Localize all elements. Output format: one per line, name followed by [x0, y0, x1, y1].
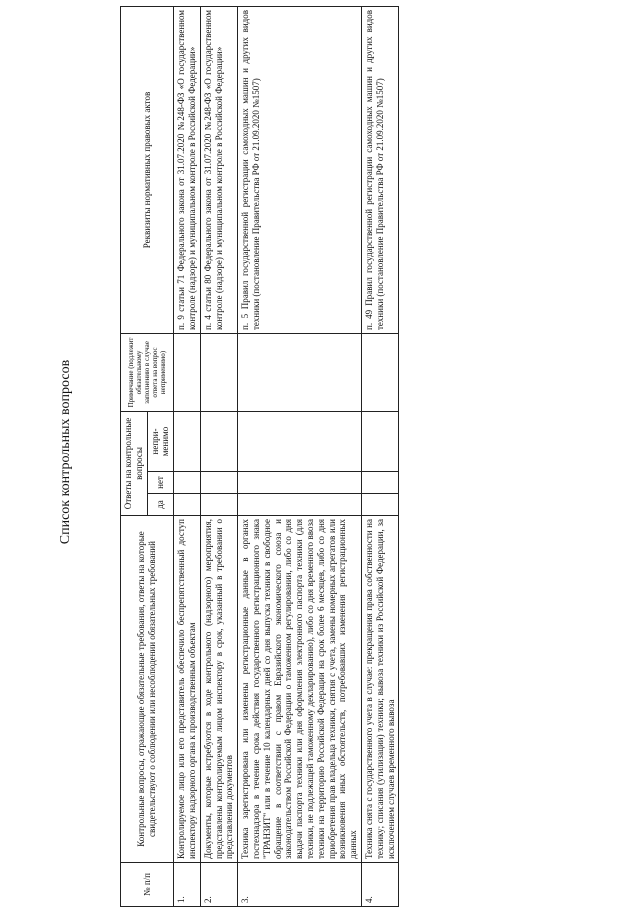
row-number: 3. [238, 863, 362, 907]
header-question: Контрольные вопросы, отражающие обязательные требования, ответы на которые свидетельствуют о соблюдении или несоблюдении обязательных требований [121, 516, 174, 863]
note-cell[interactable] [174, 334, 201, 412]
row-number: 1. [174, 863, 201, 907]
row-requisites: п. 49 Правил государственной регистрации самоходных машин и других видов техники (постановление Правительства РФ от 21.09.2020 №1507) [361, 7, 398, 334]
note-cell[interactable] [200, 334, 237, 412]
answer-na-cell[interactable] [174, 412, 201, 472]
answer-yes-cell[interactable] [200, 494, 237, 516]
table-row [174, 7, 201, 907]
table-row [361, 7, 398, 907]
header-no: нет [147, 472, 174, 494]
row-question: Техника зарегистрирована или изменены регистрационные данные в органах гостехнадзора в течение срока действия государственного регистрационного знака "ТРАНЗИТ" или в течение 10 календарных дней со дня выпуска техники в свободное обращение в соответствии с правом Евразийского экономического союза и законодательством Российской Федерации о таможенном регулировании, либо со дня выдачи паспорта техники или дня оформления электронного паспорта техники (для техники, не подлежащей таможенному декларированию), либо со дня временного ввоза техники на территорию Российской Федерации на срок более 6 месяцев, либо со дня приобретения прав владельца техники, снятия с учета, замены номерных агрегатов или возникновения иных обстоятельств, потребовавших изменения регистрационных данных [238, 516, 362, 863]
answer-yes-cell[interactable] [174, 494, 201, 516]
rotated-checklist [120, 7, 550, 907]
answer-yes-cell[interactable] [361, 494, 398, 516]
answer-no-cell[interactable] [200, 472, 237, 494]
answer-yes-cell[interactable] [238, 494, 362, 516]
row-requisites: п. 9 статьи 71 Федерального закона от 31.07.2020 №248-ФЗ «О государственном контроле (надзоре) и муниципальном контроле в Российской Федерации» [174, 7, 201, 334]
header-requisites: Реквизиты нормативных правовых актов [121, 7, 174, 334]
answer-no-cell[interactable] [361, 472, 398, 494]
document-title: Список контрольных вопросов [58, 359, 73, 545]
header-answers: Ответы на контрольные вопросы [121, 412, 148, 516]
answer-na-cell[interactable] [238, 412, 362, 472]
row-question: Документы, которые истребуются в ходе контрольного (надзорного) мероприятия, представлены контролируемым лицом инспектору в срок, указанный в требовании о представлении документов [200, 516, 237, 863]
row-question: Контролируемое лицо или его представитель обеспечило беспрепятственный доступ инспектору надзорного органа к производственным объектам [174, 516, 201, 863]
answer-na-cell[interactable] [361, 412, 398, 472]
row-requisites: п. 5 Правил государственной регистрации самоходных машин и других видов техники (постановление Правительства РФ от 21.09.2020 №1507) [238, 7, 362, 334]
header-not-applicable: непри- менимо [147, 412, 174, 472]
row-number: 4. [361, 863, 398, 907]
row-requisites: п. 4 статьи 80 Федерального закона от 31.07.2020 №248-ФЗ «О государственном контроле (надзоре) и муниципальном контроле в Российской Федерации» [200, 7, 237, 334]
header-yes: да [147, 494, 174, 516]
row-question: Техника снята с государственного учета в случае: прекращения права собственности на технику; списания (утилизации) техники; вывоза техники из Российской Федерации, за исключением случаев временного вывоза [361, 516, 398, 863]
table-row [200, 7, 237, 907]
row-number: 2. [200, 863, 237, 907]
header-number: № п/п [121, 863, 174, 907]
table-row [238, 7, 362, 907]
answer-na-cell[interactable] [200, 412, 237, 472]
checklist-table [120, 6, 399, 907]
answer-no-cell[interactable] [174, 472, 201, 494]
header-note: Примечание (подлежит обязательному заполнению в случае ответа на вопрос неприменимо) [121, 334, 174, 412]
answer-no-cell[interactable] [238, 472, 362, 494]
note-cell[interactable] [361, 334, 398, 412]
note-cell[interactable] [238, 334, 362, 412]
